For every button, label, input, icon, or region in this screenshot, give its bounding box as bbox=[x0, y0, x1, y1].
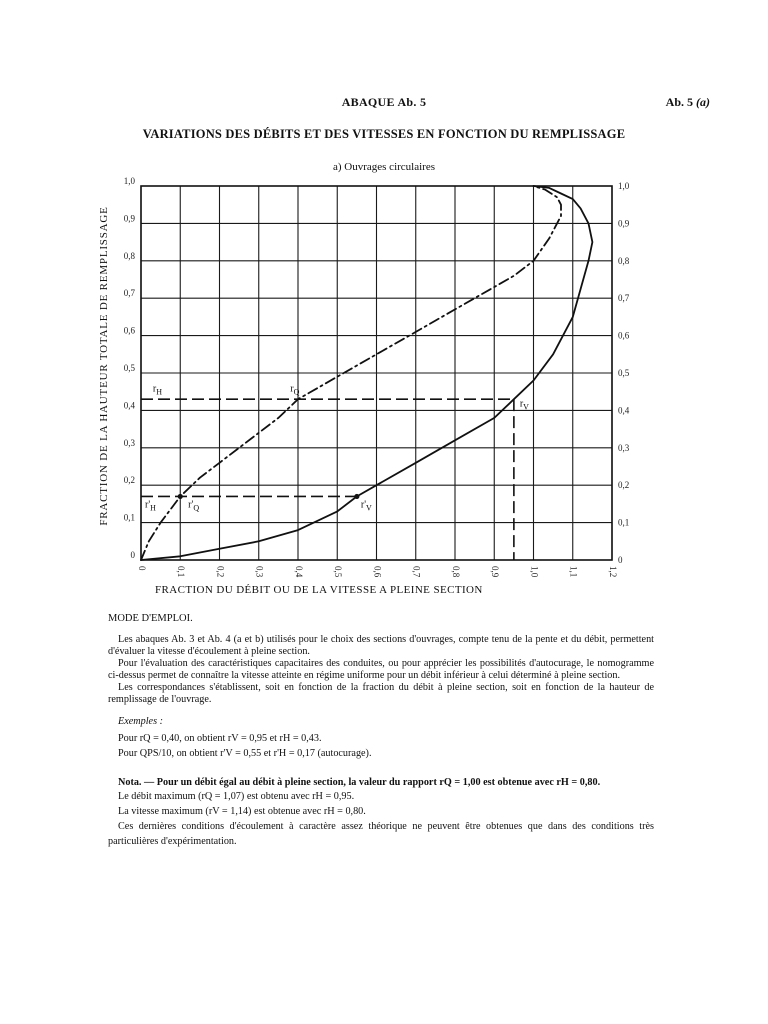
chart-grid bbox=[141, 186, 612, 560]
mode-paragraph-3: Les correspondances s'établissent, soit en fonction de la fraction du débit à pleine section, soit en fonction de la hauteur de remplissage de l'ouvrage. bbox=[108, 682, 654, 705]
x-tick-label: 1,2 bbox=[607, 566, 618, 578]
y-tick-label-right: 0 bbox=[618, 555, 623, 565]
nota-line-3: La vitesse maximum (rV = 1,14) est obtenue avec rH = 0,80. bbox=[118, 806, 366, 817]
y-tick-label-left: 0,6 bbox=[123, 325, 135, 336]
nota-line-2: Le débit maximum (rQ = 1,07) est obtenu avec rH = 0,95. bbox=[118, 791, 355, 802]
x-tick-label: 0,9 bbox=[490, 566, 501, 578]
x-tick-label: 1,0 bbox=[529, 566, 540, 578]
point-marker bbox=[178, 494, 183, 499]
y-tick-label-right: 0,1 bbox=[618, 517, 630, 528]
y-tick-label-left: 0,5 bbox=[123, 363, 135, 373]
example-2: Pour QPS/10, on obtient r'V = 0,55 et r'H = 0,17 (autocurage). bbox=[118, 748, 372, 759]
annotation-label: $r_H$ bbox=[152, 383, 162, 397]
chart-title: VARIATIONS DES DÉBITS ET DES VITESSES EN FONCTION DU REMPLISSAGE bbox=[142, 127, 626, 141]
examples-heading: Exemples : bbox=[118, 716, 163, 727]
annotation-label: $r'_H$ bbox=[145, 499, 156, 513]
annotation-label: $r'_V$ bbox=[360, 499, 372, 513]
y-tick-label-left: 0,2 bbox=[123, 475, 135, 486]
instructions-block bbox=[108, 613, 654, 849]
y-tick-label-right: 0,9 bbox=[618, 218, 630, 229]
y-tick-label-left: 0,7 bbox=[123, 288, 135, 299]
x-tick-label: 0,8 bbox=[450, 566, 461, 578]
y-tick-label-right: 0,7 bbox=[618, 293, 630, 304]
x-tick-label: 0,4 bbox=[293, 566, 304, 578]
y-tick-label-right: 0,2 bbox=[618, 480, 630, 491]
x-tick-label: 1,1 bbox=[568, 566, 579, 578]
x-tick-label: 0,3 bbox=[254, 566, 265, 578]
y-tick-label-left: 1,0 bbox=[123, 176, 135, 186]
x-tick-label: 0,6 bbox=[372, 566, 383, 578]
y-tick-label-left: 0,1 bbox=[123, 512, 135, 523]
point-marker bbox=[354, 494, 359, 499]
x-tick-label: 0,5 bbox=[333, 566, 344, 578]
page-reference-suffix: (a) bbox=[696, 95, 710, 109]
y-tick-label-right: 0,8 bbox=[618, 255, 630, 266]
page-reference-main: Ab. 5 bbox=[665, 95, 696, 109]
y-tick-label-left: 0,8 bbox=[123, 250, 135, 261]
annotation-label: $r'_Q$ bbox=[188, 499, 200, 513]
mode-paragraph-2: Pour l'évaluation des caractéristiques capacitaires des conduites, ou pour apprécier les possibilités d'autocurage, le nomogramme ci-dessus permet de connaître la vitesse atteinte en régime uniforme pour un débit inférieur à celui déterminé à pleine section. bbox=[108, 658, 654, 681]
nota-line-1: Nota. — Pour un débit égal au débit à pleine section, la valeur du rapport rQ = 1,00 est obtenue avec rH = 0,80. bbox=[118, 777, 601, 788]
example-1: Pour rQ = 0,40, on obtient rV = 0,95 et rH = 0,43. bbox=[118, 733, 322, 744]
annotation-label: $r_Q$ bbox=[290, 383, 300, 397]
x-tick-label: 0,2 bbox=[215, 566, 226, 578]
y-tick-label-right: 0,6 bbox=[618, 330, 630, 341]
y-tick-label-right: 0,3 bbox=[618, 442, 630, 453]
x-axis-label: FRACTION DU DÉBIT OU DE LA VITESSE A PLEINE SECTION bbox=[155, 584, 483, 596]
nota-line-4: Ces dernières conditions d'écoulement à caractère assez théorique ne peuvent être obtenues que dans des conditions très particulières d'expérimentation. bbox=[108, 821, 654, 847]
annotation-label: $r_V$ bbox=[519, 398, 529, 412]
y-tick-label-left: 0,3 bbox=[123, 437, 135, 448]
mode-paragraph-1: Les abaques Ab. 3 et Ab. 4 (a et b) utilisés pour le choix des sections d'ouvrages, compte tenu de la pente et du débit, permettent d'évaluer la vitesse d'écoulement à pleine section. bbox=[108, 634, 654, 657]
chart-subtitle: a) Ouvrages circulaires bbox=[332, 161, 435, 173]
x-tick-label: 0,7 bbox=[411, 566, 422, 578]
mode-heading: MODE D'EMPLOI. bbox=[108, 613, 193, 624]
y-tick-label-right: 0,4 bbox=[618, 405, 630, 416]
x-tick-label: 0,1 bbox=[176, 566, 187, 578]
y-tick-label-left: 0 bbox=[130, 550, 135, 560]
page-header-title: ABAQUE Ab. 5 bbox=[341, 95, 427, 109]
y-axis-label: FRACTION DE LA HAUTEUR TOTALE DE REMPLISSAGE bbox=[98, 206, 110, 526]
chart-guides bbox=[141, 399, 514, 560]
x-tick-label: 0 bbox=[136, 566, 147, 571]
y-tick-label-left: 0,4 bbox=[123, 400, 135, 411]
y-tick-label-left: 0,9 bbox=[123, 213, 135, 224]
y-tick-label-right: 0,5 bbox=[618, 368, 630, 378]
y-tick-label-right: 1,0 bbox=[618, 181, 630, 191]
